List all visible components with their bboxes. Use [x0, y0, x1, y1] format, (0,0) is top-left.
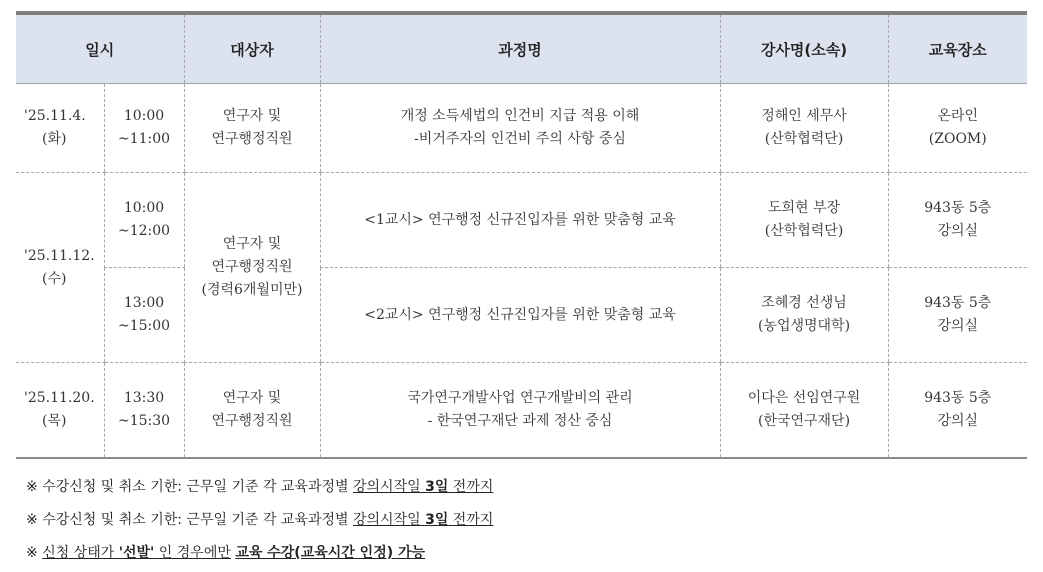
venue-cell: 943동 5층 강의실 [888, 268, 1027, 363]
table-row [16, 84, 1027, 173]
note-underline: 전까지 [452, 512, 494, 528]
date-cell: '25.11.4. (화) [16, 84, 104, 173]
note-underline: 신청 상태가 [42, 545, 115, 561]
time-cell: 10:00 ~12:00 [104, 173, 184, 268]
venue-cell: 943동 5층 강의실 [888, 363, 1027, 459]
course-title-cell: 개정 소득세법의 인건비 지급 적용 이해 -비거주자의 인건비 주의 사항 중심 [320, 84, 720, 173]
header-row [16, 13, 1027, 84]
audience-cell: 연구자 및 연구행정직원 [184, 84, 320, 173]
time-cell: 13:00 ~15:00 [104, 268, 184, 363]
note-deadline [26, 476, 493, 496]
table-row [16, 363, 1027, 459]
header-date: 일시 [16, 13, 184, 84]
course-title-cell: 국가연구개발사업 연구개발비의 관리 - 한국연구재단 과제 정산 중심 [320, 363, 720, 459]
date-cell: '25.11.12. (수) [16, 173, 104, 363]
note-underline: 전까지 [452, 479, 494, 495]
audience-cell: 연구자 및 연구행정직원 (경력6개월미만) [184, 173, 320, 363]
note-bold: 교육 수강(교육시간 인정) 가능 [235, 545, 426, 561]
venue-cell: 온라인 (ZOOM) [888, 84, 1027, 173]
instructor-cell: 이다은 선임연구원 (한국연구재단) [720, 363, 888, 459]
instructor-cell: 조혜경 선생님 (농업생명대학) [720, 268, 888, 363]
note-text: 수강신청 및 취소 기한: 근무일 기준 각 교육과정별 [42, 479, 349, 495]
course-title-cell: <1교시> 연구행정 신규진입자를 위한 맞춤형 교육 [320, 173, 720, 268]
note-mark: ※ [26, 512, 38, 528]
time-cell: 13:30 ~15:30 [104, 363, 184, 459]
header-venue: 교육장소 [888, 13, 1027, 84]
note-mark: ※ [26, 545, 38, 561]
header-course: 과정명 [320, 13, 720, 84]
instructor-cell: 정해인 세무사 (산학협력단) [720, 84, 888, 173]
table-row [16, 268, 1027, 363]
course-title-cell: <2교시> 연구행정 신규진입자를 위한 맞춤형 교육 [320, 268, 720, 363]
time-cell: 10:00 ~11:00 [104, 84, 184, 173]
venue-cell: 943동 5층 강의실 [888, 173, 1027, 268]
note-underline: 강의시작일 [353, 479, 421, 495]
instructor-cell: 도희현 부장 (산학협력단) [720, 173, 888, 268]
note-quote: '선발' [118, 545, 155, 561]
header-audience: 대상자 [184, 13, 320, 84]
schedule-table [16, 11, 1027, 459]
note-bold: 3일 [425, 512, 449, 528]
date-cell: '25.11.20. (목) [16, 363, 104, 459]
note-bold: 3일 [425, 479, 449, 495]
table-row [16, 173, 1027, 268]
note-deadline [26, 509, 493, 529]
note-selection [26, 542, 425, 562]
header-instructor: 강사명(소속) [720, 13, 888, 84]
audience-cell: 연구자 및 연구행정직원 [184, 363, 320, 459]
note-text: 수강신청 및 취소 기한: 근무일 기준 각 교육과정별 [42, 512, 349, 528]
note-underline: 인 경우에만 [158, 545, 231, 561]
note-mark: ※ [26, 479, 38, 495]
note-underline: 강의시작일 [353, 512, 421, 528]
